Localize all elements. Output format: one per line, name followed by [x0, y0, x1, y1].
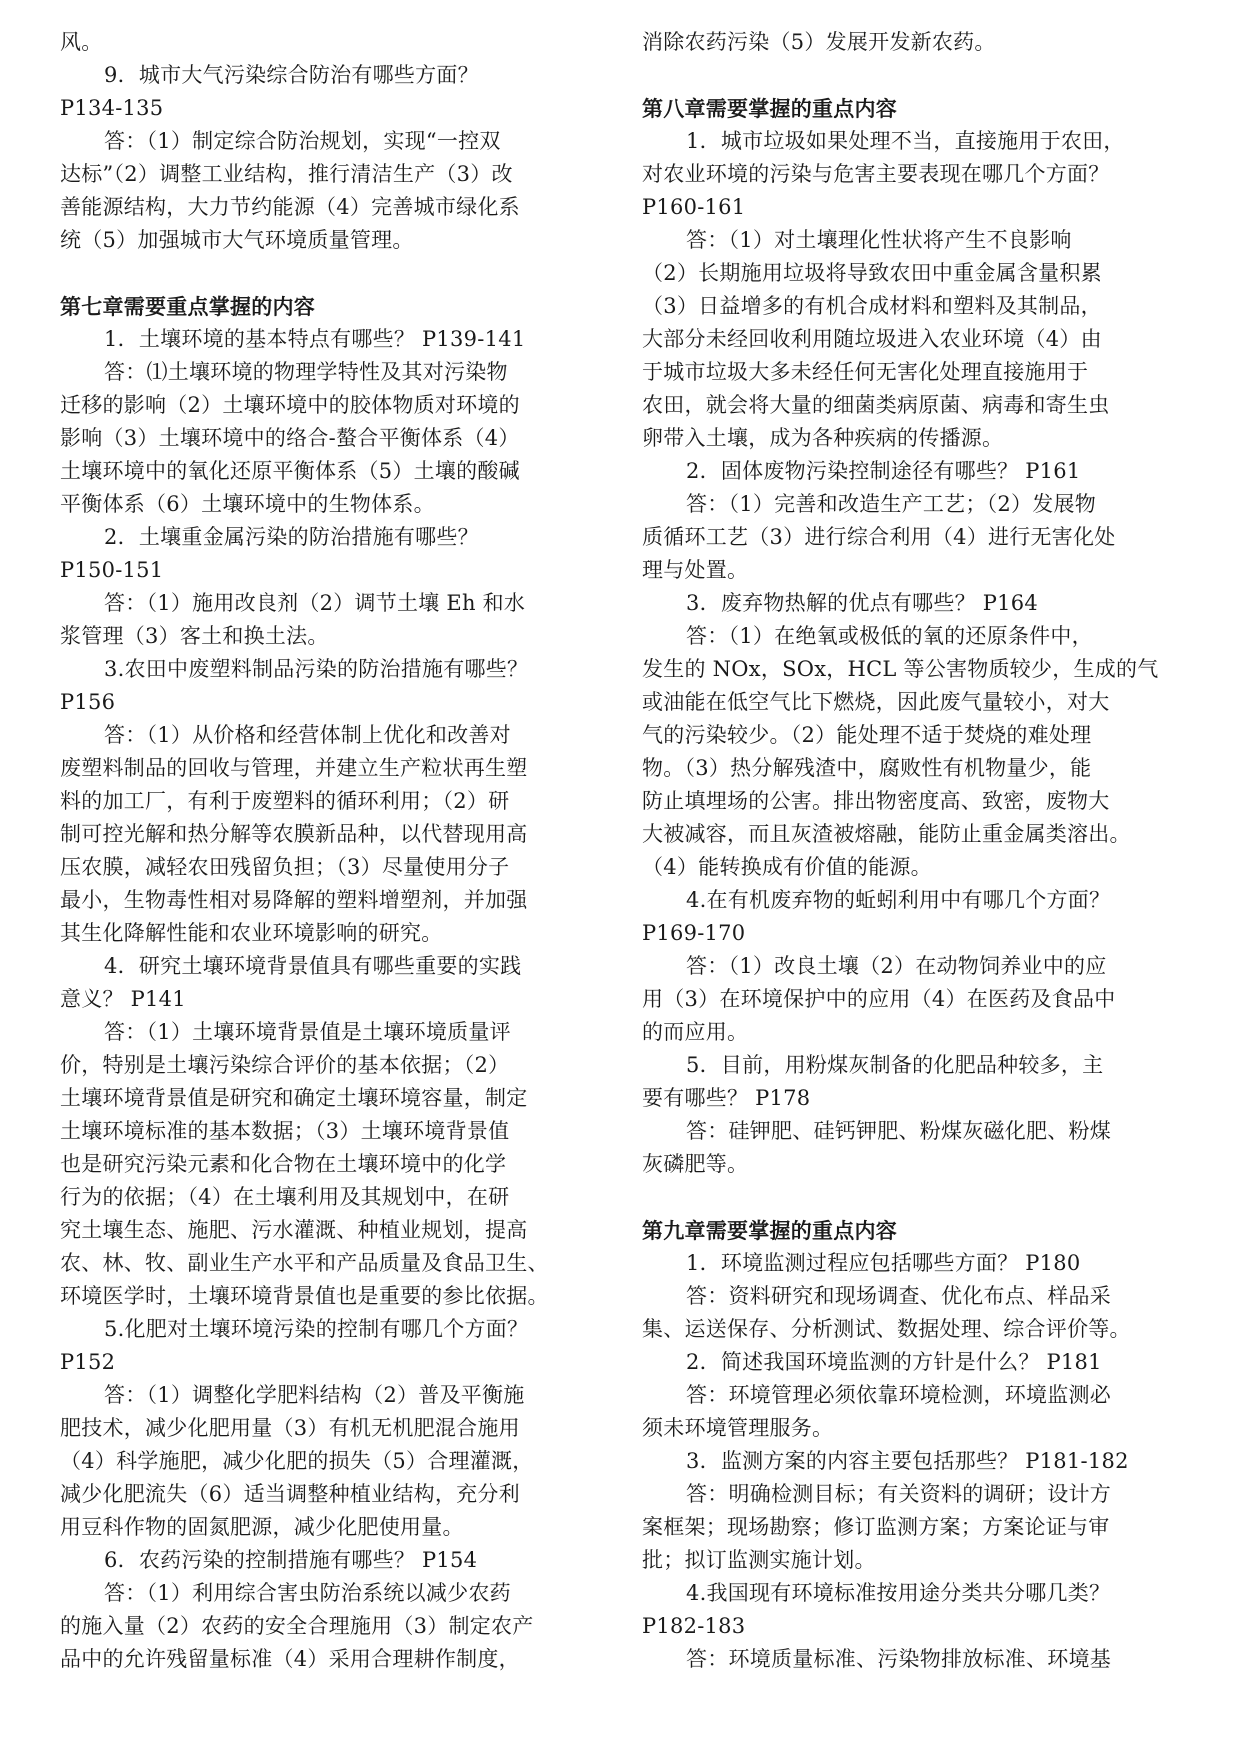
- text-line: 于城市垃圾大多未经任何无害化处理直接施用于: [642, 360, 1089, 384]
- text-line: 6．农药污染的控制措施有哪些？ P154: [104, 1548, 478, 1572]
- text-line: 案框架；现场勘察；修订监测方案；方案论证与审: [642, 1515, 1110, 1539]
- text-line: 1．城市垃圾如果处理不当，直接施用于农田，: [686, 129, 1125, 153]
- text-line: 达标”（2）调整工业结构，推行清洁生产（3）改: [60, 162, 513, 186]
- section-spacer: [60, 257, 598, 290]
- text-line: 集、运送保存、分析测试、数据处理、综合评价等。: [642, 1317, 1131, 1341]
- text-line: 3．监测方案的内容主要包括那些？ P181-182: [686, 1449, 1129, 1473]
- text-line: （4）能转换成有价值的能源。: [642, 855, 932, 879]
- text-line: 用（3）在环境保护中的应用（4）在医药及食品中: [642, 987, 1116, 1011]
- text-line: （4）科学施肥，减少化肥的损失（5）合理灌溉，: [60, 1449, 534, 1473]
- left-text-column: [60, 26, 598, 1676]
- chapter-heading: 第七章需要重点掌握的内容: [60, 294, 315, 319]
- text-line: 防止填埋场的公害。排出物密度高、致密，废物大: [642, 789, 1110, 813]
- text-line: 影响（3）土壤环境中的络合-螯合平衡体系（4）: [60, 426, 520, 450]
- text-line: P156: [60, 690, 116, 714]
- text-line: 3.农田中废塑料制品污染的防治措施有哪些？: [104, 657, 529, 681]
- text-line: 9．城市大气污染综合防治有哪些方面？: [104, 63, 479, 87]
- text-line: 2．固体废物污染控制途径有哪些？ P161: [686, 459, 1081, 483]
- text-line: 答：（1）调整化学肥料结构（2）普及平衡施: [104, 1383, 525, 1407]
- text-line: （2）长期施用垃圾将导致农田中重金属含量积累: [642, 261, 1102, 285]
- text-line: 质循环工艺（3）进行综合利用（4）进行无害化处: [642, 525, 1116, 549]
- text-line: 土壤环境标准的基本数据；（3）土壤环境背景值: [60, 1119, 510, 1143]
- text-line: 压农膜，减轻农田残留负担；（3）尽量使用分子: [60, 855, 510, 879]
- text-line: 答：明确检测目标；有关资料的调研；设计方: [686, 1482, 1111, 1506]
- text-line: P134-135: [60, 96, 164, 120]
- text-line: 农、林、牧、副业生产水平和产品质量及食品卫生、: [60, 1251, 549, 1275]
- section-spacer: [642, 1181, 1180, 1214]
- text-line: 对农业环境的污染与危害主要表现在哪几个方面？: [642, 162, 1110, 186]
- text-line: 用豆科作物的固氮肥源，减少化肥使用量。: [60, 1515, 464, 1539]
- text-line: 4.在有机废弃物的蚯蚓利用中有哪几个方面？: [686, 888, 1111, 912]
- text-line: P150-151: [60, 558, 164, 582]
- text-line: 土壤环境背景值是研究和确定土壤环境容量，制定: [60, 1086, 528, 1110]
- text-line: 品中的允许残留量标准（4）采用合理耕作制度，: [60, 1647, 520, 1671]
- text-line: 行为的依据；（4）在土壤利用及其规划中，在研: [60, 1185, 510, 1209]
- text-line: 5.化肥对土壤环境污染的控制有哪几个方面？: [104, 1317, 529, 1341]
- text-line: 理与处置。: [642, 558, 749, 582]
- text-line: 1．土壤环境的基本特点有哪些？ P139-141: [104, 327, 526, 351]
- section-spacer: [642, 59, 1180, 92]
- right-text-column: [642, 26, 1180, 1676]
- text-line: 答：（1）改良土壤（2）在动物饲养业中的应: [686, 954, 1107, 978]
- text-line: 3．废弃物热解的优点有哪些？ P164: [686, 591, 1038, 615]
- text-line: 意义？ P141: [60, 987, 186, 1011]
- text-line: 肥技术，减少化肥用量（3）有机无机肥混合施用: [60, 1416, 520, 1440]
- text-line: 答：（1）对土壤理化性状将产生不良影响: [686, 228, 1072, 252]
- text-line: （3）日益增多的有机合成材料和塑料及其制品，: [642, 294, 1102, 318]
- text-line: 灰磷肥等。: [642, 1152, 749, 1176]
- text-line: 要有哪些？ P178: [642, 1086, 811, 1110]
- text-line: 须未环境管理服务。: [642, 1416, 834, 1440]
- text-line: 减少化肥流失（6）适当调整种植业结构，充分利: [60, 1482, 520, 1506]
- text-line: 价，特别是土壤污染综合评价的基本依据；（2）: [60, 1053, 510, 1077]
- text-line: 答：硅钾肥、硅钙钾肥、粉煤灰磁化肥、粉煤: [686, 1119, 1111, 1143]
- text-line: 答：（1）从价格和经营体制上优化和改善对: [104, 723, 511, 747]
- text-line: 善能源结构，大力节约能源（4）完善城市绿化系: [60, 195, 520, 219]
- text-line: 废塑料制品的回收与管理，并建立生产粒状再生塑: [60, 756, 528, 780]
- text-line: 答：（1）土壤环境背景值是土壤环境质量评: [104, 1020, 511, 1044]
- text-line: 的而应用。: [642, 1020, 749, 1044]
- text-line: 答：环境质量标准、污染物排放标准、环境基: [686, 1647, 1111, 1671]
- text-line: 或油能在低空气比下燃烧，因此废气量较小，对大: [642, 690, 1110, 714]
- text-line: 最小，生物毒性相对易降解的塑料增塑剂，并加强: [60, 888, 528, 912]
- text-line: 2．简述我国环境监测的方针是什么？ P181: [686, 1350, 1102, 1374]
- text-line: 1．环境监测过程应包括哪些方面？ P180: [686, 1251, 1081, 1275]
- text-line: 环境医学时，土壤环境背景值也是重要的参比依据。: [60, 1284, 549, 1308]
- text-line: 土壤环境中的氧化还原平衡体系（5）土壤的酸碱: [60, 459, 520, 483]
- text-line: P169-170: [642, 921, 746, 945]
- text-line: 风。: [60, 30, 103, 54]
- text-line: 制可控光解和热分解等农膜新品种，以代替现用高: [60, 822, 528, 846]
- text-line: 答：资料研究和现场调查、优化布点、样品采: [686, 1284, 1111, 1308]
- text-line: 的施入量（2）农药的安全合理施用（3）制定农产: [60, 1614, 534, 1638]
- text-line: 其生化降解性能和农业环境影响的研究。: [60, 921, 443, 945]
- text-line: 答：（1）制定综合防治规划，实现“一控双: [104, 129, 501, 153]
- text-line: 消除农药污染（5）发展开发新农药。: [642, 30, 996, 54]
- chapter-heading: 第八章需要掌握的重点内容: [642, 96, 897, 121]
- text-line: 平衡体系（6）土壤环境中的生物体系。: [60, 492, 435, 516]
- text-line: 2．土壤重金属污染的防治措施有哪些？: [104, 525, 479, 549]
- text-line: 发生的 NOx，SOx，HCL 等公害物质较少，生成的气: [642, 657, 1159, 681]
- text-line: 答：（1）施用改良剂（2）调节土壤 Eh 和水: [104, 591, 526, 615]
- text-line: 料的加工厂，有利于废塑料的循环利用；（2）研: [60, 789, 510, 813]
- text-line: 究土壤生态、施肥、污水灌溉、种植业规划，提高: [60, 1218, 528, 1242]
- text-line: 答：（1）利用综合害虫防治系统以减少农药: [104, 1581, 511, 1605]
- text-line: 批；拟订监测实施计划。: [642, 1548, 876, 1572]
- text-line: 统（5）加强城市大气环境质量管理。: [60, 228, 414, 252]
- text-line: P182-183: [642, 1614, 746, 1638]
- text-line: 答：（1）完善和改造生产工艺；（2）发展物: [686, 492, 1096, 516]
- text-line: 答：环境管理必须依靠环境检测，环境监测必: [686, 1383, 1111, 1407]
- text-line: P160-161: [642, 195, 746, 219]
- text-line: 气的污染较少。（2）能处理不适于焚烧的难处理: [642, 723, 1092, 747]
- text-line: 卵带入土壤，成为各种疾病的传播源。: [642, 426, 1004, 450]
- text-line: 4.我国现有环境标准按用途分类共分哪几类？: [686, 1581, 1111, 1605]
- text-line: 也是研究污染元素和化合物在土壤环境中的化学: [60, 1152, 507, 1176]
- text-line: 5．目前，用粉煤灰制备的化肥品种较多，主: [686, 1053, 1104, 1077]
- text-line: 大部分未经回收利用随垃圾进入农业环境（4）由: [642, 327, 1102, 351]
- text-line: 大被减容，而且灰渣被熔融，能防止重金属类溶出。: [642, 822, 1131, 846]
- text-line: 答：⑴土壤环境的物理学特性及其对污染物: [104, 360, 508, 384]
- text-line: 答：（1）在绝氧或极低的氧的还原条件中，: [686, 624, 1093, 648]
- text-line: 4．研究土壤环境背景值具有哪些重要的实践: [104, 954, 522, 978]
- chapter-heading: 第九章需要掌握的重点内容: [642, 1218, 897, 1243]
- text-line: 迁移的影响（2）土壤环境中的胶体物质对环境的: [60, 393, 520, 417]
- text-line: P152: [60, 1350, 116, 1374]
- text-line: 物。（3）热分解残渣中，腐败性有机物量少，能: [642, 756, 1092, 780]
- text-line: 农田，就会将大量的细菌类病原菌、病毒和寄生虫: [642, 393, 1110, 417]
- text-line: 浆管理（3）客土和换土法。: [60, 624, 329, 648]
